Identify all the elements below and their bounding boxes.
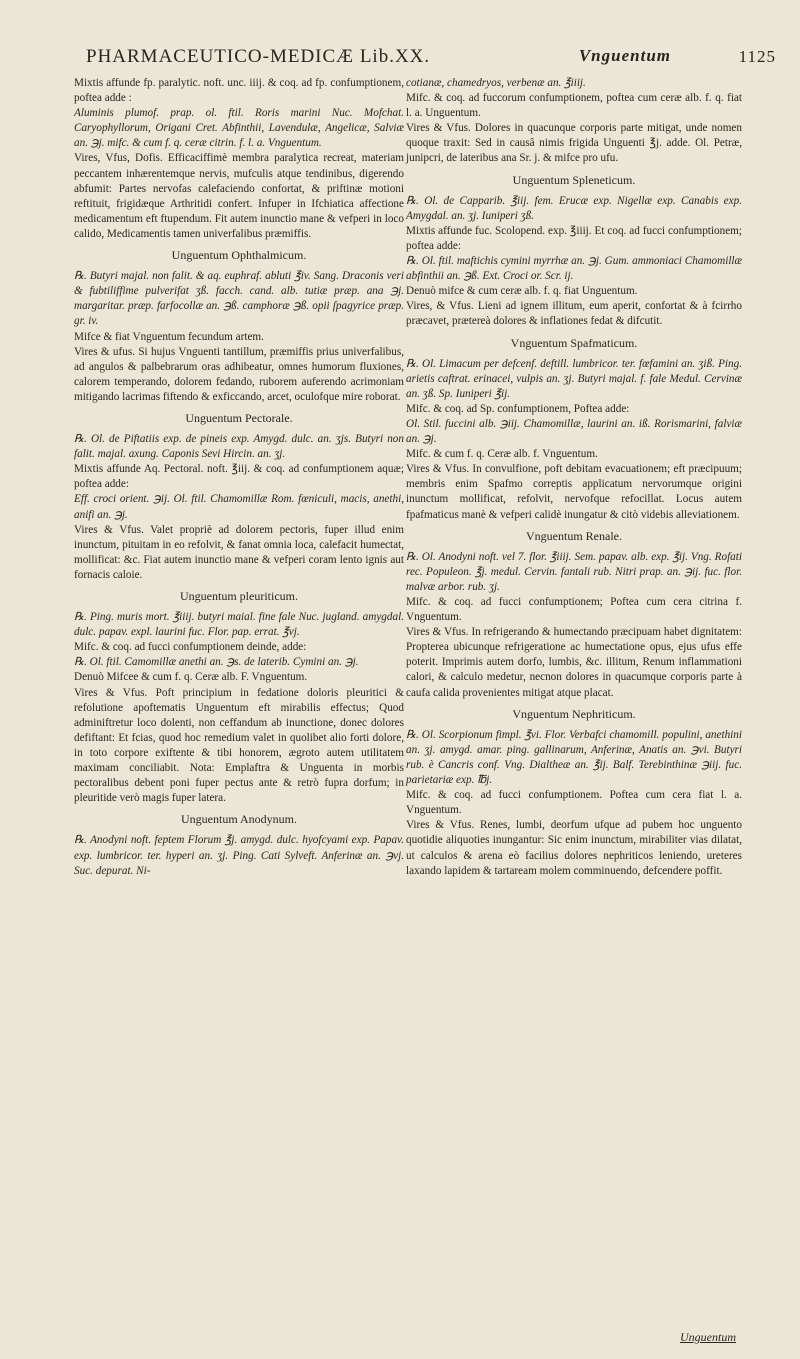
body-paragraph: Vires & Vfus. Dolores in quacunque corporis parte mitigat, unde nomen quoque traxit: Sed in causâ nimis frigida Unguenti ℥j. adde. Ol. Petræ, junipcri, de lateribus ana Sr. j. & mifce pro ufu. bbox=[406, 122, 742, 165]
body-paragraph: Vires & Vfus. In refrigerando & humectando præcipuam habet dignitatem: Propterea ubicunque refrigeratione ac humectatione opus, ejus ufus effe poterit. Imprimis autem dorfo, lumbis, &c. illitum, Renum inflammationi calori, & calculo medetur, necnon dolores in quacumque corporis parte à caufa calida provenientes mitigat atque placat. bbox=[406, 626, 742, 699]
recipe-heading: Vnguentum Spafmaticum. bbox=[510, 335, 638, 350]
prescription-text: ℞. Ol. ftil. Camomillæ anethi an. ℈s. de laterib. Cymini an. ℈j. bbox=[74, 656, 359, 669]
prescription-text: Eff. croci orient. ℈ij. Ol. ftil. Chamomillæ Rom. fœniculi, macis, anethi, anifi an. ℈j. bbox=[74, 493, 404, 521]
body-paragraph: Mixtis affunde fp. paralytic. noft. unc. iiij. & coq. ad fp. confumptionem, poftea adde : bbox=[74, 77, 404, 105]
right-column bbox=[406, 76, 742, 879]
body-paragraph: Vires, Vfus, Dofis. Efficaciffimè membra paralytica recreat, materiam peccantem inhærentemque nervis, mufculis atque tendinibus, digerendo abfumit: Partes nervofas calefaciendo confortat, & priftinæ motioni reftituit, frigidæque Arthritidi confert. Infuper in Ifchiatica affectione medicamentum eft ftupendum. Fit autem inunctio mane & vefperi in loco calido, Medicamentis tamen univerfalibus præmiffis. bbox=[74, 152, 404, 240]
body-paragraph: Vires & ufus. Si hujus Vnguenti tantillum, præmiffis prius univerfalibus, ad angulos & palbebrarum oras adhibeatur, omnes humorum fluxiones, calorem temperando, dolorem fedando, ruborem auferendo acrimoniam mitigando lacrimas fiftendo & exficcando, arcet, oculofque mire roborat. bbox=[74, 345, 404, 403]
body-paragraph: Denuò mifce & cum ceræ alb. f. q. fiat Unguentum. bbox=[406, 285, 638, 298]
prescription-text: ℞. Ol. Anodyni noft. vel 7. flor. ℥iiij. Sem. papav. alb. exp. ℥ij. Vng. Rofati rec. Populeon. ℥j. medul. Cervin. fantali rub. Nitri prap. an. ℈ij. fuc. flor. malvæ arbor. rub. ʒj. bbox=[406, 550, 742, 593]
recipe-heading: Unguentum Spleneticum. bbox=[512, 172, 636, 187]
page-number: 1125 bbox=[738, 47, 776, 66]
recipe-heading: Unguentum pleuriticum. bbox=[180, 589, 298, 603]
body-paragraph: Vires & Vfus. Renes, lumbi, deorfum ufque ad pubem hoc unguento quotidie aliquoties inungantur: Sic enim inunctum, mirabiliter vias dilatat, ut calculos & arena eò facilius dolores nephriticos leniendo, ureteres laxando lapidem & tartaream molem comminuendo, defcendere poffit. bbox=[406, 819, 742, 877]
body-paragraph: Vires & Vfus. Valet propriè ad dolorem pectoris, fuper illud enim inunctum, pituitam in eo refolvit, & fanat omnia loca, calefacit humectat, mollificat: &c. Fiat autem inunctio mane & vefperi coram lento ignis aut fornacis caloie. bbox=[74, 523, 404, 581]
running-title: PHARMACEUTICO-MEDICÆ Lib.XX. bbox=[86, 46, 431, 67]
body-paragraph: Mifc. & coq. ad fucci confumptionem; Poftea cum cera citrina f. Vnguentum. bbox=[406, 596, 742, 624]
recipe-heading: Unguentum Pectorale. bbox=[185, 410, 293, 425]
prescription-text: ℞. Ol. Scorpionum fimpl. ℥vi. Flor. Verbafci chamomill. populini, anethini an. ʒj. amygd. amar. ping. gallinarum, Anferinæ, Anatis an. ℈vi. Butyri rub. è Cancris conf. Vng. Dialtheæ an. ℥ij. Balf. Terebinthinæ ℈iij. fuc. parietariæ exp. ℔j. bbox=[406, 728, 742, 787]
body-paragraph: Vires, & Vfus. Lieni ad ignem illitum, eum aperit, confortat & à fcirrho præcavet, prætereà dolores & inflationes fedat & difcutit. bbox=[406, 300, 742, 328]
recipe-heading: Unguentum Ophthalmicum. bbox=[171, 248, 307, 263]
body-paragraph: Mifc. & coq. ad fucci confumptionem. Poftea cum cera fiat l. a. Vnguentum. bbox=[406, 789, 742, 817]
prescription-text: ℞. Ol. Limacum per defcenf. deftill. lumbricor. ter. fœfamini an. ʒiß. Ping. arietis caftrat. erinacei, vulpis an. ʒj. Butyri majal. f. fale Medul. Cervinæ an. ʒß. Sp. Iuniperi ℥ij. bbox=[406, 357, 742, 400]
prescription-text: ℞. Butyri majal. non falit. & aq. euphraf. abluti ℥iv. Sang. Draconis veri & fubtiliffime pulverifat ʒß. facch. cand. alb. tutiæ præp. ana ℈j. margaritar. præp. farfocollæ an. ℈ß. camphoræ ℈ß. opii ſpagyrice præp. gr. iv. bbox=[74, 270, 404, 328]
body-paragraph: Denuò Mifcee & cum f. q. Ceræ alb. F. Vnguentum. bbox=[74, 671, 308, 684]
recipe-heading: Vnguentum Renale. bbox=[526, 528, 622, 543]
prescription-text: ℞. Ol. de Piftatiis exp. de pineis exp. Amygd. dulc. an. ʒjs. Butyri non falit. majal. axung. Caponis Sevi Hircin. an. ʒj. bbox=[74, 433, 404, 461]
body-paragraph: Mifc. & cum f. q. Ceræ alb. f. Vnguentum. bbox=[406, 448, 598, 461]
section-title: Vnguentum bbox=[578, 46, 671, 65]
prescription-text: Aluminis plumof. prap. ol. ftil. Roris marini Nuc. Mofchat. Caryophyllorum, Origani Cret. Abfinthii, Lavendulæ, Angelicæ, Salviæ an. ℈j. mifc. & cum f. q. ceræ citrin. f. l. a. Vnguentum. bbox=[74, 107, 404, 150]
recipe-heading: Unguentum Anodynum. bbox=[181, 812, 297, 827]
prescription-text: ℞. Ol. ftil. maftichis cymini myrrhæ an. ℈j. Gum. ammoniaci Chamomillæ abfinthii an. ℈ß. Ext. Croci or. Scr. ij. bbox=[406, 255, 742, 283]
body-paragraph: Mifce & fiat Vnguentum fecundum artem. bbox=[74, 330, 264, 343]
prescription-text: ℞. Ping. muris mort. ℥iiij. butyri maial. fine fale Nuc. jugland. amygdal. dulc. papav. expl. laurini fuc. Flor. pap. errat. ℥vj. bbox=[74, 611, 404, 639]
body-paragraph: Mifc. & coq. ad Sp. confumptionem, Poftea adde: bbox=[406, 402, 630, 415]
body-paragraph: Vires & Vfus. Poft principium in fedatione doloris pleuritici & refolutione apoftematis Unguentum eft mirabilis effectus; Quod adminiftretur loco dolenti, non ceffandum ab inunctione, donec dolores defiftant: Et fcias, quod hoc remedium valet in quolibet alio forti dolore, in toto corpore exiftente & tibi honorem, ægroto autem utilitatem maximam conciliabit. Nota: Emplaftra & Unguenta in morbis pectoralibus debent poni fuper pectus ante & retrò fupra dorfum; in pleuritide verò magis fuper latera. bbox=[74, 686, 404, 805]
prescription-text: cotianæ, chamedryos, verbenæ an. ℥iiij. bbox=[406, 77, 586, 89]
page-header bbox=[86, 44, 776, 74]
left-column bbox=[74, 76, 404, 879]
prescription-text: ℞. Anodyni noft. feptem Florum ℥j. amygd. dulc. hyofcyami exp. Papav. exp. lumbricor. ter. hyperi an. ʒj. Ping. Cati Sylveft. Anferinæ an. ℈vj. Suc. depurat. Ni- bbox=[74, 834, 404, 877]
body-paragraph: Mifc. & coq. ad fuccorum confumptionem, poftea cum ceræ alb. f. q. fiat l. a. Unguentum. bbox=[406, 92, 742, 120]
body-paragraph: Mixtis affunde fuc. Scolopend. exp. ℥iiij. Et coq. ad fucci confumptionem; poftea adde: bbox=[406, 224, 742, 252]
prescription-text: ℞. Ol. de Capparib. ℥iij. fem. Erucæ exp. Nigellæ exp. Canabis exp. Amygdal. an. ʒj. Iuniperi ʒß. bbox=[406, 194, 742, 222]
body-paragraph: Mifc. & coq. ad fucci confumptionem deinde, adde: bbox=[74, 641, 307, 654]
prescription-text: Ol. Stil. fuccini alb. ℈iij. Chamomillæ, laurini an. iß. Rorismarini, falviæ an. ℈j. bbox=[406, 417, 742, 446]
catchword: Unguentum bbox=[680, 1330, 736, 1344]
body-paragraph: Vires & Vfus. In convulfione, poft debitam evacuationem; eft præcipuum; membris enim Spafmo correptis applicatum nervorumque origini inunctum mollificat, refolvit, nervofque refocillat. Locus autem fpafmaticus manè & vefperi calidè inungatur & citò videbis alleviationem. bbox=[406, 463, 742, 521]
body-paragraph: Mixtis affunde Aq. Pectoral. noft. ℥iij. & coq. ad confumptionem aquæ; poftea adde: bbox=[74, 463, 404, 491]
recipe-heading: Vnguentum Nephriticum. bbox=[512, 706, 636, 721]
